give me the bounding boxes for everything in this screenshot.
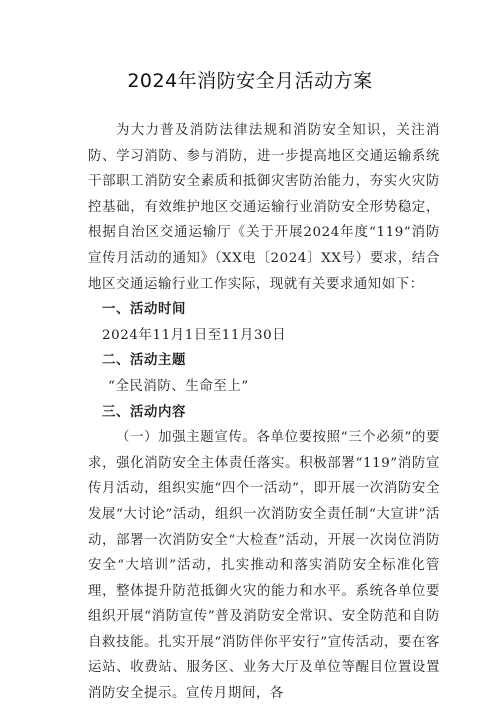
section-heading-theme: 二、活动主题 xyxy=(102,353,186,369)
section-heading-time: 一、活动时间 xyxy=(102,302,186,318)
intro-paragraph: 为大力普及消防法律法规和消防安全知识，关注消防、学习消防、参与消防，进一步提高地区交通运输系统干部职工消防安全素质和抵御灾害防治能力，夯实火灾防控基础，有效维护地区交通运输行业消防安全形势稳定，根据自治区交通运输厅《关于开展2024年度“119”消防宣传月活动的通知》（XX电〔2024〕XX号）要求，结合地区交通运输行业工作实际，现就有关要求通知如下： xyxy=(88,123,440,292)
document-body xyxy=(88,118,440,707)
activity-theme: “全民消防、生命至上” xyxy=(108,378,249,394)
document-title: 2024年消防安全月活动方案 xyxy=(127,70,373,92)
section-heading-content: 三、活动内容 xyxy=(102,404,186,420)
content-paragraph: （一）加强主题宣传。各单位要按照“三个必须”的要求，强化消防安全主体责任落实。积极部署“119”消防宣传月活动，组织实施“四个一活动”，即开展一次消防安全发展“大讨论”活动，组织一次消防安全责任制“大宣讲”活动，部署一次消防安全“大检查”活动，开展一次岗位消防安全“大培训”活动，扎实推动和落实消防安全标准化管理，整体提升防范抵御火灾的能力和水平。系统各单位要组织开展“消防宣传”普及消防安全常识、安全防范和自防自救技能。扎实开展“消防伴你平安行”宣传活动，要在客运站、收费站、服务区、业务大厅及单位等醒目位置设置消防安全提示。宣传月期间，各 xyxy=(88,430,440,702)
activity-dates: 2024年11月1日至11月30日 xyxy=(102,327,287,343)
